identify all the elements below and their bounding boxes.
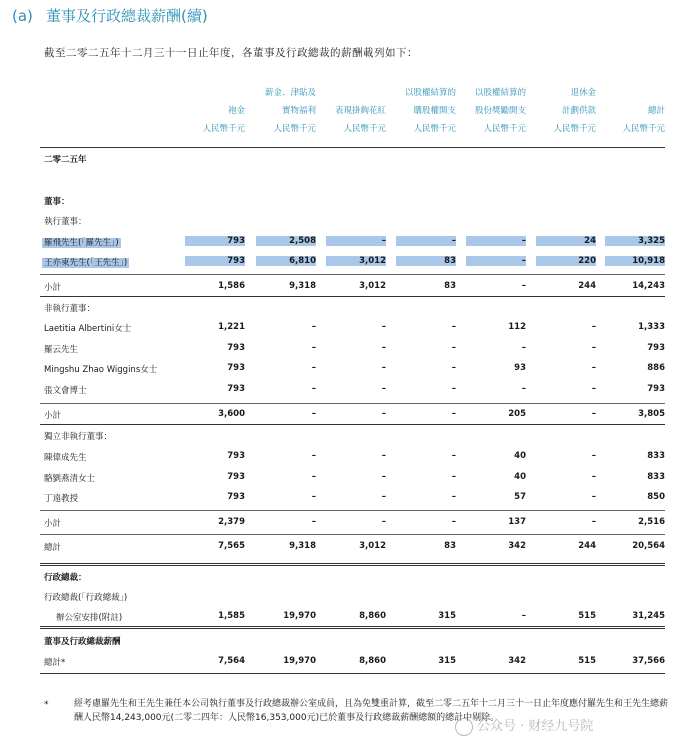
row-label <box>44 571 87 583</box>
row-label-text: 董事： <box>44 197 70 207</box>
row-label <box>56 611 122 623</box>
table-cell: – <box>521 384 526 394</box>
column-header-h2-5: 股份獎勵開支 <box>474 106 526 116</box>
table-cell: 1,221 <box>218 322 245 332</box>
table-cell: – <box>451 343 456 353</box>
table-cell: 7,565 <box>218 541 245 551</box>
row-label <box>44 281 61 293</box>
wechat-logo-icon <box>455 718 473 736</box>
row-label-text: 辦公室安排(附註) <box>56 613 123 623</box>
table-cell: 3,600 <box>218 409 245 419</box>
table-cell: 850 <box>647 492 665 502</box>
table-rule <box>40 424 665 425</box>
row-label <box>44 492 78 504</box>
section-title: 董事及行政總裁薪酬(續) <box>46 7 208 25</box>
table-cell: – <box>451 492 456 502</box>
row-label-text: Laetitia Albertini女士 <box>44 324 132 334</box>
table-cell: – <box>311 517 316 527</box>
table-rule <box>40 626 665 629</box>
row-label-text: 王亦東先生(「王先生」) <box>44 258 128 268</box>
watermark <box>455 715 593 736</box>
row-label-text: 張文會博士 <box>44 386 87 396</box>
table-cell: 8,860 <box>359 656 386 666</box>
row-label-text: 執行董事： <box>44 217 87 227</box>
table-cell: 83 <box>444 281 456 291</box>
column-header-h2-4: 購股權開支 <box>413 106 456 116</box>
watermark-text: 公众号 · 财经九号院 <box>477 719 594 734</box>
footnote-text: 經考慮羅先生和王先生兼任本公司執行董事及行政總裁辦公室成員，且為免雙重計算，截至二零二五年十二月三十一日止年度應付羅先生和王先生總薪酬人民幣14,243,000元(二零二四年：人民幣16,353,000元)已於董事及行政總裁薪酬總額的總計中剔除。 <box>74 699 669 723</box>
row-label-text: 駱劉燕清女士 <box>44 474 96 484</box>
column-header-h2-1: 袍金 <box>227 106 245 116</box>
row-label-text: 二零二五年 <box>44 155 87 165</box>
table-cell: 8,860 <box>359 611 386 621</box>
table-cell: 833 <box>647 472 665 482</box>
table-cell: 793 <box>185 236 245 246</box>
table-cell: 886 <box>647 363 665 373</box>
table-cell: – <box>381 343 386 353</box>
table-cell: – <box>381 322 386 332</box>
column-header-h1-2: 薪金、津貼及 <box>264 88 316 98</box>
table-cell: 793 <box>227 451 245 461</box>
table-cell: – <box>521 343 526 353</box>
table-cell: 40 <box>514 472 526 482</box>
table-cell: – <box>521 281 526 291</box>
table-cell: – <box>311 492 316 502</box>
column-header-unit-1: 人民幣千元 <box>202 124 245 134</box>
column-header-h1-6: 退休金 <box>570 88 596 98</box>
table-cell: 1,585 <box>218 611 245 621</box>
table-cell: – <box>591 492 596 502</box>
table-cell: 7,564 <box>218 656 245 666</box>
table-cell: 205 <box>508 409 526 419</box>
table-cell: – <box>451 517 456 527</box>
table-cell: 83 <box>444 541 456 551</box>
table-cell: 342 <box>508 656 526 666</box>
row-label-text: 小計 <box>44 283 62 293</box>
table-cell: – <box>311 343 316 353</box>
table-cell: 137 <box>508 517 526 527</box>
row-label <box>44 363 157 375</box>
table-cell: 112 <box>508 322 526 332</box>
table-cell: 20,564 <box>632 541 665 551</box>
table-cell: 793 <box>647 343 665 353</box>
footnote-mark: * <box>44 700 49 710</box>
table-cell: 19,970 <box>283 611 316 621</box>
row-label-text: 董事及行政總裁薪酬 <box>44 637 121 647</box>
row-label <box>44 635 121 647</box>
table-cell: – <box>591 451 596 461</box>
table-rule <box>40 296 665 297</box>
column-header-unit-5: 人民幣千元 <box>483 124 526 134</box>
table-cell: 10,918 <box>605 256 665 266</box>
table-rule <box>40 274 665 275</box>
table-cell: 793 <box>647 384 665 394</box>
table-cell: – <box>326 236 386 246</box>
table-cell: 515 <box>578 611 596 621</box>
row-label <box>44 384 87 396</box>
row-label <box>44 517 61 529</box>
table-cell: 833 <box>647 451 665 461</box>
table-cell: 793 <box>185 256 245 266</box>
table-cell: 3,012 <box>359 281 386 291</box>
row-label-text: 羅飛先生(「羅先生」) <box>44 238 119 248</box>
table-cell: 793 <box>227 492 245 502</box>
table-rule <box>40 510 665 511</box>
table-cell: 3,325 <box>605 236 665 246</box>
table-cell: 57 <box>514 492 526 502</box>
column-header-unit-2: 人民幣千元 <box>273 124 316 134</box>
table-cell: – <box>381 363 386 373</box>
table-cell: 3,012 <box>359 541 386 551</box>
row-label-text: Mingshu Zhao Wiggins女士 <box>44 365 158 375</box>
table-cell: 2,508 <box>256 236 316 246</box>
table-cell: – <box>451 472 456 482</box>
column-header-h2-6: 計劃供款 <box>561 106 596 116</box>
row-label-text: 總計 <box>44 543 62 553</box>
table-cell: 19,970 <box>283 656 316 666</box>
table-cell: 793 <box>227 363 245 373</box>
column-header-h2-7: 總計 <box>647 106 665 116</box>
table-cell: – <box>381 472 386 482</box>
row-label <box>44 541 61 553</box>
section-label: (a) <box>12 7 33 25</box>
table-cell: – <box>466 236 526 246</box>
table-cell: – <box>451 384 456 394</box>
row-label <box>44 451 87 463</box>
table-cell: 315 <box>438 656 456 666</box>
table-cell: 342 <box>508 541 526 551</box>
column-header-h1-5: 以股權結算的 <box>474 88 526 98</box>
row-label <box>44 256 129 268</box>
table-cell: – <box>591 517 596 527</box>
intro-text: 截至二零二五年十二月三十一日止年度，各董事及行政總裁的薪酬載列如下： <box>44 47 418 59</box>
table-cell: – <box>381 409 386 419</box>
table-cell: 37,566 <box>632 656 665 666</box>
table-cell: 793 <box>227 472 245 482</box>
table-cell: 515 <box>578 656 596 666</box>
table-cell: – <box>381 451 386 461</box>
table-cell: – <box>396 236 456 246</box>
row-label <box>44 343 78 355</box>
row-label <box>44 236 121 248</box>
row-label <box>44 472 95 484</box>
table-cell: – <box>381 384 386 394</box>
row-label <box>44 656 65 668</box>
table-cell: – <box>311 363 316 373</box>
table-cell: – <box>591 472 596 482</box>
column-header-h2-3: 表現掛鉤花紅 <box>334 106 386 116</box>
table-cell: 3,805 <box>638 409 665 419</box>
table-rule <box>40 673 665 674</box>
table-rule <box>40 534 665 535</box>
table-cell: – <box>311 451 316 461</box>
row-label-text: 小計 <box>44 411 62 421</box>
table-cell: – <box>451 322 456 332</box>
table-cell: 1,586 <box>218 281 245 291</box>
table-cell: 14,243 <box>632 281 665 291</box>
table-cell: 244 <box>578 281 596 291</box>
table-cell: – <box>591 384 596 394</box>
table-cell: 315 <box>438 611 456 621</box>
row-label <box>44 153 87 165</box>
table-cell: 2,379 <box>218 517 245 527</box>
row-label-text: 獨立非執行董事： <box>44 432 113 442</box>
column-header-unit-4: 人民幣千元 <box>413 124 456 134</box>
table-cell: – <box>466 256 526 266</box>
table-cell: 40 <box>514 451 526 461</box>
table-cell: – <box>451 409 456 419</box>
table-cell: – <box>311 322 316 332</box>
row-label <box>44 430 112 442</box>
column-header-h2-2: 實物福利 <box>281 106 316 116</box>
table-cell: 3,012 <box>326 256 386 266</box>
column-header-unit-7: 人民幣千元 <box>622 124 665 134</box>
table-cell: 2,516 <box>638 517 665 527</box>
table-cell: 793 <box>227 384 245 394</box>
row-label-text: 總計* <box>44 658 66 668</box>
table-cell: – <box>451 451 456 461</box>
table-cell: – <box>381 492 386 502</box>
table-cell: 244 <box>578 541 596 551</box>
table-rule <box>40 403 665 404</box>
table-cell: – <box>311 409 316 419</box>
row-label-text: 行政總裁： <box>44 573 87 583</box>
table-cell: – <box>311 472 316 482</box>
row-label <box>44 591 127 603</box>
table-cell: 31,245 <box>632 611 665 621</box>
column-header-unit-3: 人民幣千元 <box>343 124 386 134</box>
table-cell: 93 <box>514 363 526 373</box>
table-cell: – <box>591 322 596 332</box>
row-label <box>44 409 61 421</box>
row-label <box>44 322 131 334</box>
table-cell: 6,810 <box>256 256 316 266</box>
table-cell: – <box>381 517 386 527</box>
table-cell: 9,318 <box>289 281 316 291</box>
row-label-text: 小計 <box>44 519 62 529</box>
column-header-h1-4: 以股權結算的 <box>404 88 456 98</box>
table-rule <box>40 563 665 566</box>
table-cell: – <box>311 384 316 394</box>
table-rule <box>40 147 665 148</box>
table-cell: 24 <box>536 236 596 246</box>
table-cell: – <box>591 409 596 419</box>
table-cell: – <box>521 611 526 621</box>
section-heading <box>12 5 208 26</box>
row-label-text: 非執行董事： <box>44 304 96 314</box>
row-label <box>44 302 95 314</box>
row-label <box>44 195 70 207</box>
table-cell: 83 <box>396 256 456 266</box>
table-cell: – <box>451 363 456 373</box>
table-cell: – <box>591 363 596 373</box>
column-header-unit-6: 人民幣千元 <box>553 124 596 134</box>
table-cell: 793 <box>227 343 245 353</box>
row-label <box>44 215 87 227</box>
table-cell: 220 <box>536 256 596 266</box>
row-label-text: 行政總裁(「行政總裁」) <box>44 593 128 603</box>
row-label-text: 陳偉成先生 <box>44 453 87 463</box>
table-cell: 9,318 <box>289 541 316 551</box>
row-label-text: 羅云先生 <box>44 345 79 355</box>
table-cell: 1,333 <box>638 322 665 332</box>
row-label-text: 丁遠教授 <box>44 494 79 504</box>
table-cell: – <box>591 343 596 353</box>
